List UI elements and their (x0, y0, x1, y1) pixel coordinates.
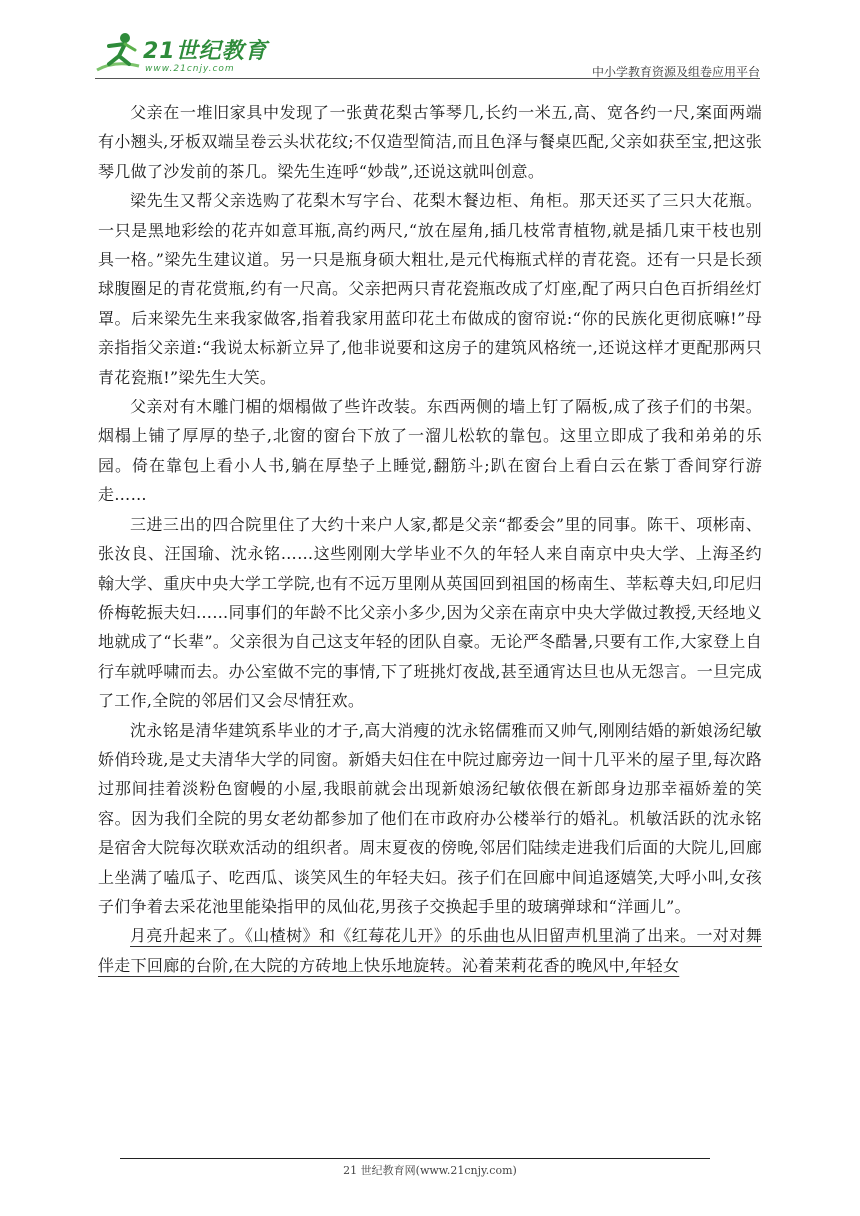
header-divider (95, 78, 760, 79)
paragraph: 沈永铭是清华建筑系毕业的才子,高大消瘦的沈永铭儒雅而又帅气,刚刚结婚的新娘汤纪敏娇俏玲珑,是丈夫清华大学的同窗。新婚夫妇住在中院过廊旁边一间十几平米的屋子里,每次路过那间挂着淡粉色窗幔的小屋,我眼前就会出现新娘汤纪敏依偎在新郎身边那幸福娇羞的笑容。因为我们全院的男女老幼都参加了他们在市政府办公楼举行的婚礼。机敏活跃的沈永铭是宿舍大院每次联欢活动的组织者。周末夏夜的傍晚,邻居们陆续走进我们后面的大院儿,回廊上坐满了嗑瓜子、吃西瓜、谈笑风生的年轻夫妇。孩子们在回廊中间追逐嬉笑,大呼小叫,女孩子们争着去采花池里能染指甲的凤仙花,男孩子交换起手里的玻璃弹球和“洋画儿”。 (98, 720, 762, 916)
paragraph: 三进三出的四合院里住了大约十来户人家,都是父亲“都委会”里的同事。陈干、项彬南、张汝良、汪国瑜、沈永铭……这些刚刚大学毕业不久的年轻人来自南京中央大学、上海圣约翰大学、重庆中央大学工学院,也有不远万里刚从英国回到祖国的杨南生、莘耘尊夫妇,印尼归侨梅乾振夫妇……同事们的年龄不比父亲小多少,因为父亲在南京中央大学做过教授,天经地义地就成了“长辈”。父亲很为自己这支年轻的团队自豪。无论严冬酷暑,只要有工作,大家登上自行车就呼啸而去。办公室做不完的事情,下了班挑灯夜战,甚至通宵达旦也从无怨言。一旦完成了工作,全院的邻居们又会尽情狂欢。 (98, 514, 762, 711)
logo-url: www.21cnjy.com (145, 64, 235, 74)
footer-divider (120, 1158, 710, 1159)
paragraph: 父亲在一堆旧家具中发现了一张黄花梨古筝琴几,长约一米五,高、宽各约一尺,案面两端有小翘头,牙板双端呈卷云头状花纹;不仅造型简洁,而且色泽与餐桌匹配,父亲如获至宝,把这张琴几做了沙发前的茶几。梁先生连呼“妙哉”,还说这就叫创意。 (98, 103, 762, 181)
site-logo[interactable] (95, 30, 275, 76)
page-footer[interactable]: 21 世纪教育网(www.21cnjy.com) (343, 1164, 517, 1177)
runner-logo-icon (95, 30, 143, 76)
platform-title: 中小学教育资源及组卷应用平台 (591, 65, 760, 79)
paragraph: 梁先生又帮父亲选购了花梨木写字台、花梨木餐边柜、角柜。那天还买了三只大花瓶。一只是黑地彩绘的花卉如意耳瓶,高约两尺,“放在屋角,插几枝常青植物,就是插几束干枝也别具一格。”梁先生建议道。另一只是瓶身硕大粗壮,是元代梅瓶式样的青花瓷。还有一只是长颈球腹圈足的青花赏瓶,约有一尺高。父亲把两只青花瓷瓶改成了灯座,配了两只白色百折绢丝灯罩。后来梁先生来我家做客,指着我家用蓝印花土布做成的窗帘说:“你的民族化更彻底嘛!”母亲指指父亲道:“我说太标新立异了,他非说要和这房子的建筑风格统一,还说这样才更配那两只青花瓷瓶!”梁先生大笑。 (98, 191, 762, 387)
paragraph: 父亲对有木雕门楣的烟榻做了些许改装。东西两侧的墙上钉了隔板,成了孩子们的书架。烟榻上铺了厚厚的垫子,北窗的窗台下放了一溜儿松软的靠包。这里立即成了我和弟弟的乐园。倚在靠包上看小人书,躺在厚垫子上睡觉,翻筋斗;趴在窗台上看白云在紫丁香间穿行游走…… (98, 397, 762, 505)
logo-text: 21世纪教育 (143, 39, 268, 64)
underlined-paragraph: 月亮升起来了。《山楂树》和《红莓花儿开》的乐曲也从旧留声机里淌了出来。一对对舞伴走下回廊的台阶,在大院的方砖地上快乐地旋转。沁着茉莉花香的晚风中,年轻女 (98, 926, 762, 975)
page-header (95, 30, 760, 82)
article-body (98, 98, 762, 980)
